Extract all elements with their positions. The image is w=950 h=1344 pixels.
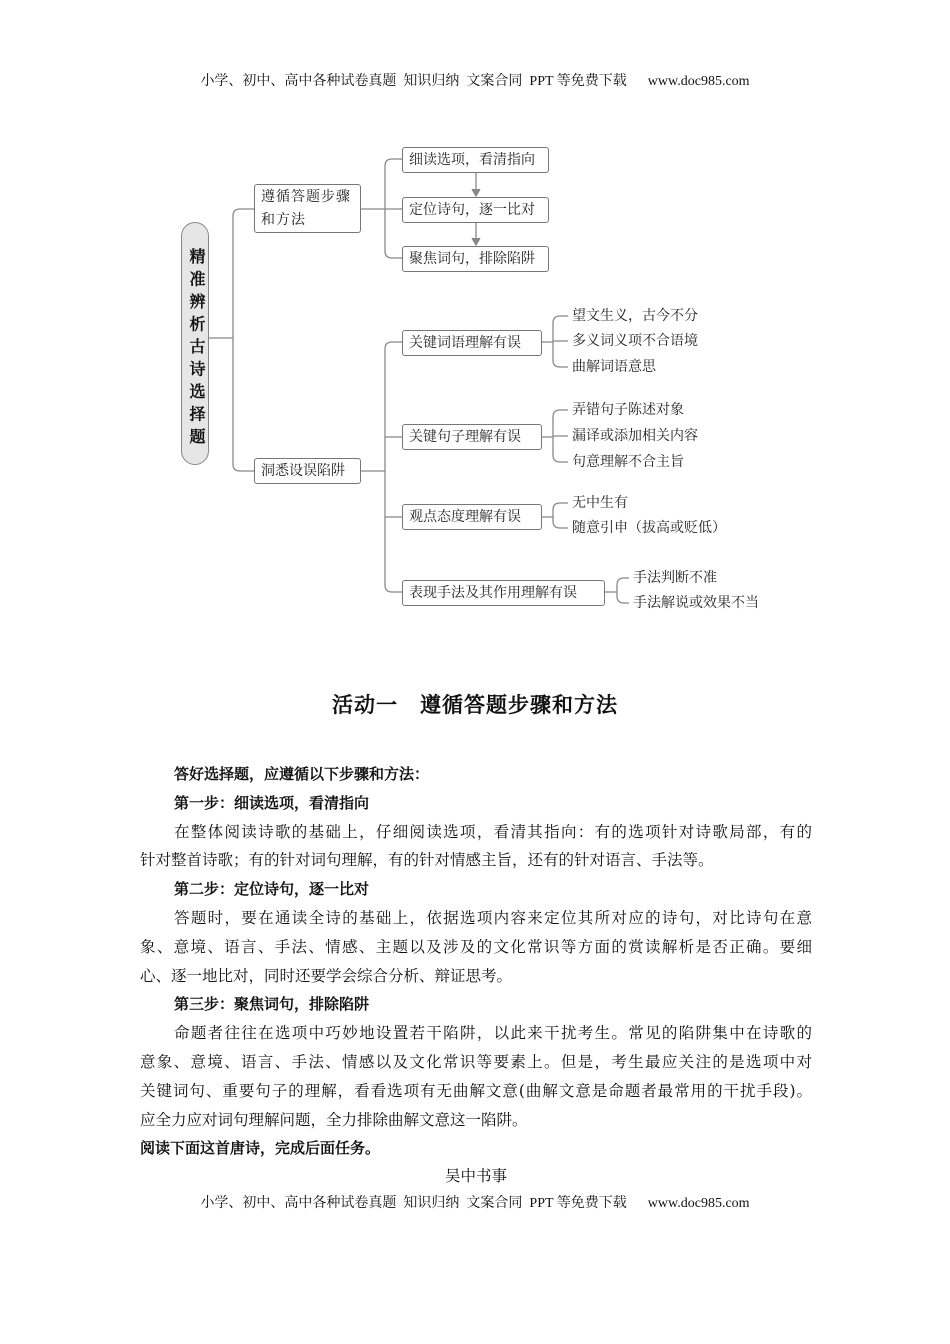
branch-answer-steps: 遵循答题步骤和方法 [254,184,361,233]
paragraph-line: 命题者往往在选项中巧妙地设置若干陷阱，以此来干扰考生。常见的陷阱集中在诗歌的 [174,1024,812,1043]
page-header: 小学、初中、高中各种试卷真题 知识归纳 文案合同 PPT 等免费下载 www.doc985.com [200,74,750,89]
paragraph-line: 关键词句、重要句子的理解，看看选项有无曲解文意(曲解文意是命题者最常用的干扰手段)。 [140,1081,812,1100]
paragraph-line: 心、逐一地比对，同时还要学会综合分析、辩证思考。 [140,966,513,985]
trap-item: 无中生有 [572,495,628,511]
paragraph-line: 在整体阅读诗歌的基础上，仔细阅读选项，看清其指向：有的选项针对诗歌局部，有的 [174,822,812,841]
paragraph-line: 意象、意境、语言、手法、情感以及文化常识等要素上。但是，考生最应关注的是选项中对 [140,1052,812,1071]
paragraph-line: 针对整首诗歌；有的针对词句理解，有的针对情感主旨，还有的针对语言、手法等。 [140,851,714,870]
trap-category: 关键句子理解有误 [402,424,542,450]
trap-item: 手法判断不准 [633,570,717,586]
step-box: 细读选项，看清指向 [402,147,549,173]
trap-item: 望文生义，古今不分 [572,308,698,324]
intro: 答好选择题，应遵循以下步骤和方法： [174,765,430,783]
trap-item: 漏译或添加相关内容 [572,428,698,444]
trap-item: 多义词义项不合语境 [572,333,698,349]
step-box: 聚焦词句，排除陷阱 [402,246,549,272]
bracket-traps [385,342,402,592]
page-footer: 小学、初中、高中各种试卷真题 知识归纳 文案合同 PPT 等免费下载 www.doc985.com [200,1196,750,1211]
poem-title: 吴中书事 [444,1167,507,1186]
trap-item: 句意理解不合主旨 [572,454,684,470]
section-title: 活动一 遵循答题步骤和方法 [332,693,618,717]
body-text [140,760,812,1189]
step-box: 定位诗句，逐一比对 [402,197,549,223]
bracket-level1 [233,209,254,471]
trap-category: 关键词语理解有误 [402,330,542,356]
diagram-connectors [0,0,950,640]
paragraph-line: 答题时，要在通读全诗的基础上，依据选项内容来定位其所对应的诗句，对比诗句在意 [174,908,812,927]
trap-item: 弄错句子陈述对象 [572,402,684,418]
diagram-root: 精准辨析古诗选择题 [181,222,209,465]
trap-category: 表现手法及其作用理解有误 [402,580,605,606]
paragraph-line: 应全力应对词句理解问题，全力排除曲解文意这一陷阱。 [140,1110,528,1129]
trap-item: 手法解说或效果不当 [633,595,759,611]
task-instruction: 阅读下面这首唐诗，完成后面任务。 [140,1139,381,1158]
paragraph-line: 象、意境、语言、手法、情感、主题以及涉及的文化常识等方面的赏读解析是否正确。要细 [140,937,812,956]
trap-item: 曲解词语意思 [572,359,656,375]
branch-traps: 洞悉设误陷阱 [254,458,361,484]
step2-title: 第二步：定位诗句，逐一比对 [174,880,370,899]
trap-category: 观点态度理解有误 [402,504,542,530]
step3-title: 第三步：聚焦词句，排除陷阱 [174,995,370,1014]
trap-item: 随意引申（拔高或贬低） [572,520,726,536]
step1-title: 第一步：细读选项，看清指向 [174,793,370,812]
